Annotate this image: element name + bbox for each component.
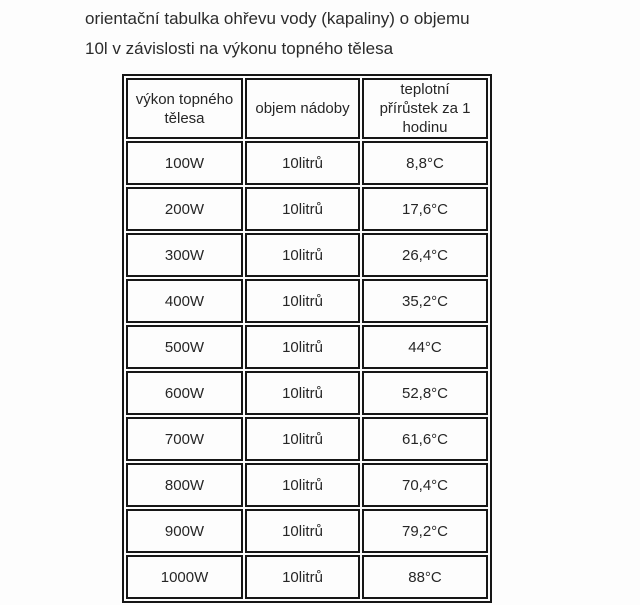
cell-power: 100W — [126, 141, 243, 185]
table-row — [126, 371, 488, 415]
cell-temp: 8,8°C — [362, 141, 488, 185]
cell-temp: 17,6°C — [362, 187, 488, 231]
cell-temp: 79,2°C — [362, 509, 488, 553]
table-row — [126, 325, 488, 369]
header-power: výkon topného tělesa — [126, 78, 243, 139]
cell-volume: 10litrů — [245, 555, 360, 599]
cell-power: 200W — [126, 187, 243, 231]
cell-volume: 10litrů — [245, 279, 360, 323]
table-row — [126, 417, 488, 461]
cell-power: 900W — [126, 509, 243, 553]
cell-volume: 10litrů — [245, 509, 360, 553]
cell-volume: 10litrů — [245, 141, 360, 185]
page-title-line-2: 10l v závislosti na výkonu topného tělesa — [85, 39, 394, 58]
table-header-row — [126, 78, 488, 139]
cell-volume: 10litrů — [245, 371, 360, 415]
cell-temp: 35,2°C — [362, 279, 488, 323]
cell-volume: 10litrů — [245, 233, 360, 277]
cell-power: 400W — [126, 279, 243, 323]
heating-reference-table — [122, 74, 492, 603]
cell-temp: 70,4°C — [362, 463, 488, 507]
cell-power: 300W — [126, 233, 243, 277]
header-volume: objem nádoby — [245, 78, 360, 139]
cell-temp: 26,4°C — [362, 233, 488, 277]
cell-power: 1000W — [126, 555, 243, 599]
header-temp-increase: teplotní přírůstek za 1 hodinu — [362, 78, 488, 139]
cell-temp: 44°C — [362, 325, 488, 369]
table-row — [126, 233, 488, 277]
cell-temp: 88°C — [362, 555, 488, 599]
cell-power: 700W — [126, 417, 243, 461]
table-row — [126, 279, 488, 323]
cell-power: 500W — [126, 325, 243, 369]
page-title-line-1: orientační tabulka ohřevu vody (kapaliny) o objemu — [85, 9, 470, 28]
table-row — [126, 463, 488, 507]
cell-volume: 10litrů — [245, 463, 360, 507]
cell-power: 600W — [126, 371, 243, 415]
cell-temp: 61,6°C — [362, 417, 488, 461]
table-row — [126, 555, 488, 599]
cell-power: 800W — [126, 463, 243, 507]
cell-volume: 10litrů — [245, 417, 360, 461]
table-row — [126, 509, 488, 553]
cell-temp: 52,8°C — [362, 371, 488, 415]
cell-volume: 10litrů — [245, 325, 360, 369]
table-row — [126, 141, 488, 185]
cell-volume: 10litrů — [245, 187, 360, 231]
table-row — [126, 187, 488, 231]
page-title — [85, 4, 470, 64]
